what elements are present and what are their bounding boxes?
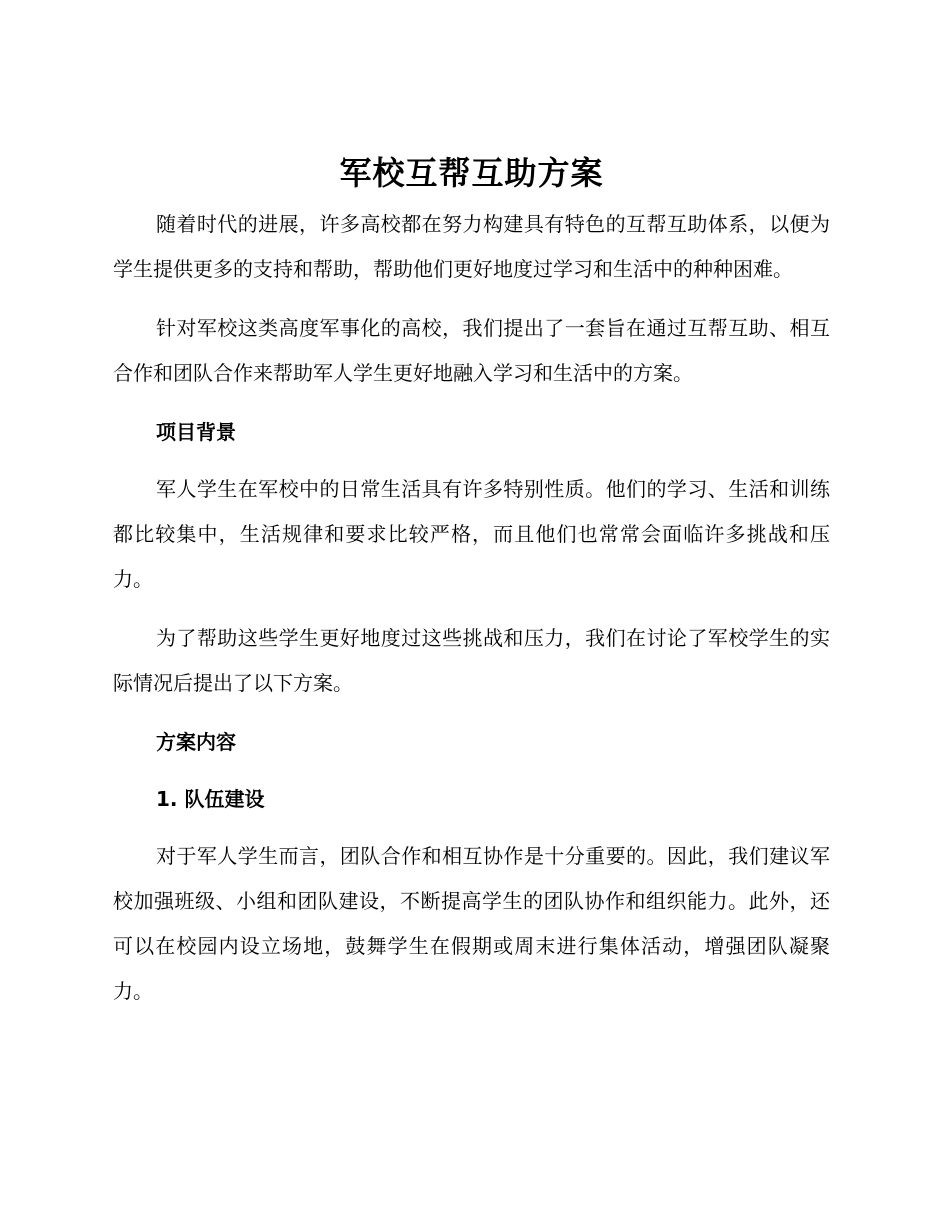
paragraph-background-2: 为了帮助这些学生更好地度过这些挑战和压力，我们在讨论了军校学生的实际情况后提出了以下方案。	[113, 626, 830, 695]
subsection-heading-team-building: 1. 队伍建设	[156, 787, 265, 811]
paragraph-proposal: 针对军校这类高度军事化的高校，我们提出了一套旨在通过互帮互助、相互合作和团队合作来帮助军人学生更好地融入学习和生活中的方案。	[113, 316, 830, 385]
section-heading-content: 方案内容	[156, 730, 236, 754]
paragraph-intro: 随着时代的进展，许多高校都在努力构建具有特色的互帮互助体系，以便为学生提供更多的支持和帮助，帮助他们更好地度过学习和生活中的种种困难。	[113, 212, 830, 281]
document-title: 军校互帮互助方案	[339, 154, 604, 192]
section-heading-background: 项目背景	[156, 420, 236, 444]
paragraph-team-building: 对于军人学生而言，团队合作和相互协作是十分重要的。因此，我们建议军校加强班级、小组和团队建设，不断提高学生的团队协作和组织能力。此外，还可以在校园内设立场地，鼓舞学生在假期或周末进行集体活动，增强团队凝聚力。	[113, 844, 830, 1003]
paragraph-background-1: 军人学生在军校中的日常生活具有许多特别性质。他们的学习、生活和训练都比较集中，生活规律和要求比较严格，而且他们也常常会面临许多挑战和压力。	[113, 477, 830, 591]
